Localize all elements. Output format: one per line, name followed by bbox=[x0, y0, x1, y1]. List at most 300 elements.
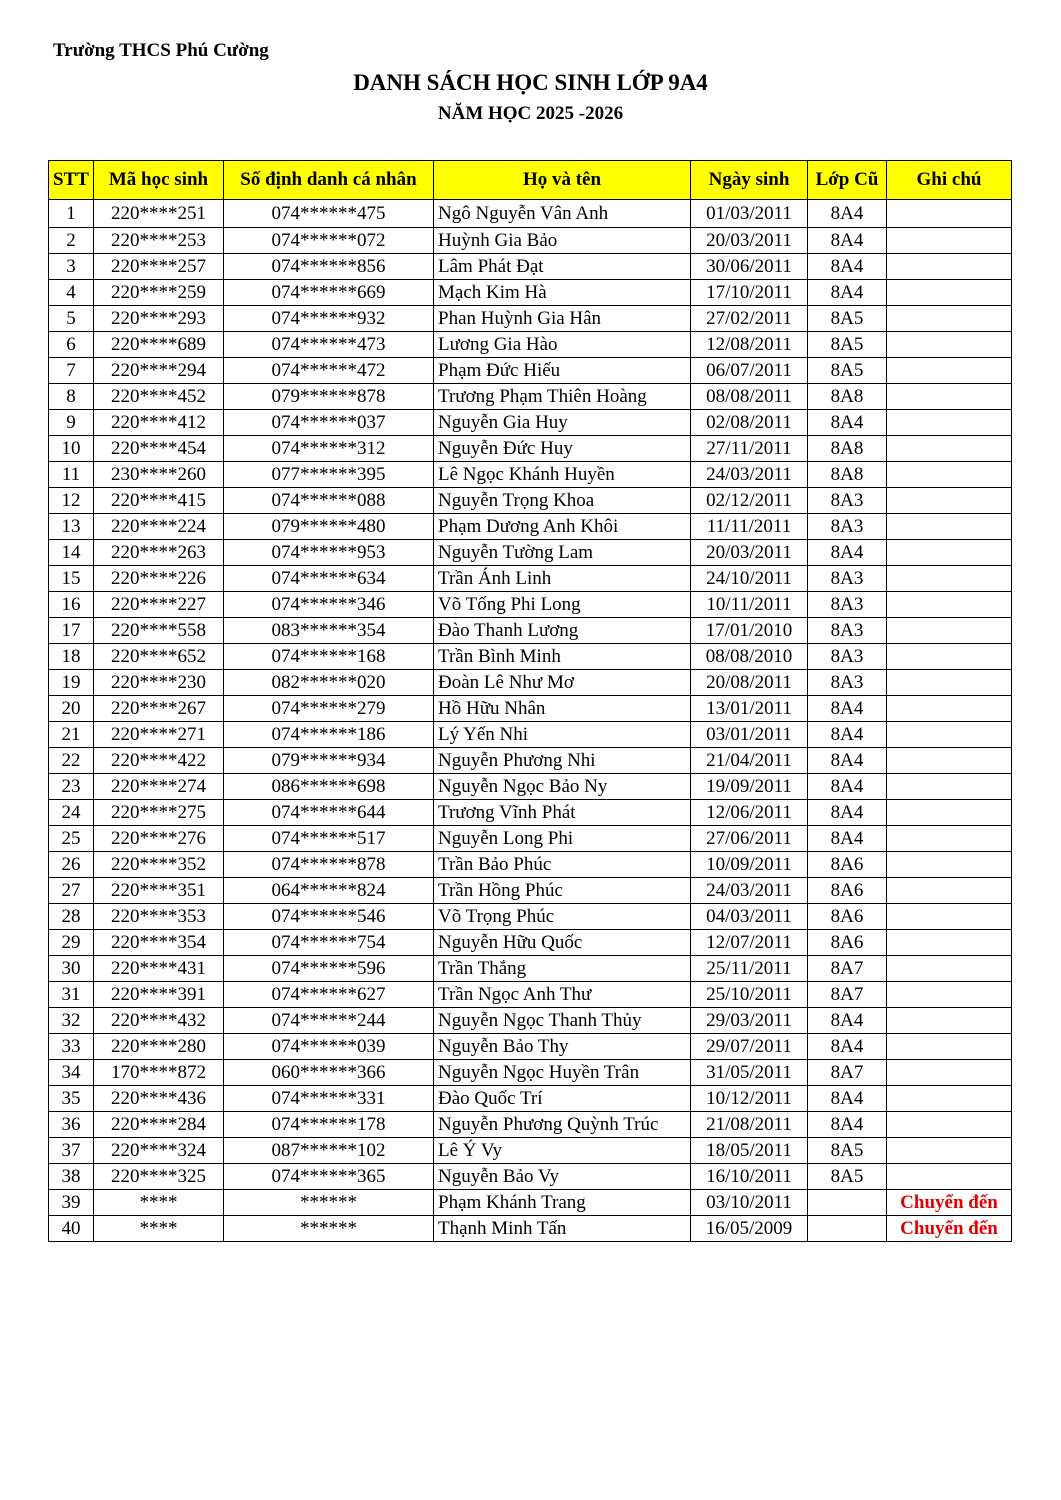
cell-note bbox=[887, 592, 1012, 618]
cell-note bbox=[887, 722, 1012, 748]
cell-stt: 5 bbox=[49, 306, 94, 332]
cell-personal-id: 074******178 bbox=[224, 1112, 434, 1138]
cell-old-class: 8A4 bbox=[808, 254, 887, 280]
cell-personal-id: 074******754 bbox=[224, 930, 434, 956]
cell-student-code: 220****267 bbox=[94, 696, 224, 722]
cell-full-name: Phạm Đức Hiếu bbox=[434, 358, 691, 384]
cell-personal-id: 074******472 bbox=[224, 358, 434, 384]
cell-full-name: Võ Trọng Phúc bbox=[434, 904, 691, 930]
cell-note bbox=[887, 982, 1012, 1008]
cell-stt: 9 bbox=[49, 410, 94, 436]
cell-full-name: Trần Ngọc Anh Thư bbox=[434, 982, 691, 1008]
cell-full-name: Lê Ngọc Khánh Huyền bbox=[434, 462, 691, 488]
cell-note bbox=[887, 254, 1012, 280]
cell-old-class: 8A7 bbox=[808, 956, 887, 982]
cell-old-class: 8A5 bbox=[808, 332, 887, 358]
cell-student-code: 220****452 bbox=[94, 384, 224, 410]
cell-note bbox=[887, 1112, 1012, 1138]
cell-personal-id: 074******346 bbox=[224, 592, 434, 618]
cell-birth-date: 20/03/2011 bbox=[691, 228, 808, 254]
cell-student-code: 220****422 bbox=[94, 748, 224, 774]
cell-student-code: 220****353 bbox=[94, 904, 224, 930]
cell-personal-id: 079******480 bbox=[224, 514, 434, 540]
cell-note bbox=[887, 436, 1012, 462]
table-row bbox=[49, 982, 1012, 1008]
cell-birth-date: 08/08/2011 bbox=[691, 384, 808, 410]
cell-birth-date: 29/07/2011 bbox=[691, 1034, 808, 1060]
cell-personal-id: 074******365 bbox=[224, 1164, 434, 1190]
cell-birth-date: 20/08/2011 bbox=[691, 670, 808, 696]
cell-full-name: Phạm Dương Anh Khôi bbox=[434, 514, 691, 540]
cell-birth-date: 10/11/2011 bbox=[691, 592, 808, 618]
cell-student-code: 220****354 bbox=[94, 930, 224, 956]
cell-birth-date: 13/01/2011 bbox=[691, 696, 808, 722]
cell-personal-id: 074******279 bbox=[224, 696, 434, 722]
cell-full-name: Nguyễn Hữu Quốc bbox=[434, 930, 691, 956]
cell-student-code: 220****280 bbox=[94, 1034, 224, 1060]
cell-stt: 38 bbox=[49, 1164, 94, 1190]
cell-stt: 19 bbox=[49, 670, 94, 696]
cell-birth-date: 29/03/2011 bbox=[691, 1008, 808, 1034]
cell-stt: 15 bbox=[49, 566, 94, 592]
table-row bbox=[49, 644, 1012, 670]
cell-birth-date: 17/10/2011 bbox=[691, 280, 808, 306]
table-row bbox=[49, 826, 1012, 852]
cell-personal-id: 082******020 bbox=[224, 670, 434, 696]
cell-note bbox=[887, 1060, 1012, 1086]
cell-old-class: 8A3 bbox=[808, 670, 887, 696]
cell-personal-id: 074******168 bbox=[224, 644, 434, 670]
cell-birth-date: 01/03/2011 bbox=[691, 200, 808, 228]
cell-birth-date: 21/08/2011 bbox=[691, 1112, 808, 1138]
cell-student-code: 220****689 bbox=[94, 332, 224, 358]
cell-stt: 32 bbox=[49, 1008, 94, 1034]
cell-birth-date: 12/07/2011 bbox=[691, 930, 808, 956]
cell-stt: 35 bbox=[49, 1086, 94, 1112]
cell-birth-date: 17/01/2010 bbox=[691, 618, 808, 644]
cell-student-code: 220****253 bbox=[94, 228, 224, 254]
cell-personal-id: 083******354 bbox=[224, 618, 434, 644]
cell-stt: 40 bbox=[49, 1216, 94, 1242]
cell-note bbox=[887, 228, 1012, 254]
cell-personal-id: 074******634 bbox=[224, 566, 434, 592]
cell-birth-date: 16/10/2011 bbox=[691, 1164, 808, 1190]
cell-student-code: 220****275 bbox=[94, 800, 224, 826]
cell-student-code: 220****294 bbox=[94, 358, 224, 384]
cell-full-name: Lâm Phát Đạt bbox=[434, 254, 691, 280]
cell-note bbox=[887, 696, 1012, 722]
cell-student-code: 220****284 bbox=[94, 1112, 224, 1138]
cell-personal-id: 074******072 bbox=[224, 228, 434, 254]
cell-student-code: 220****276 bbox=[94, 826, 224, 852]
cell-stt: 7 bbox=[49, 358, 94, 384]
cell-personal-id: 074******669 bbox=[224, 280, 434, 306]
cell-note bbox=[887, 852, 1012, 878]
cell-note bbox=[887, 904, 1012, 930]
cell-old-class: 8A4 bbox=[808, 228, 887, 254]
cell-old-class: 8A4 bbox=[808, 800, 887, 826]
cell-personal-id: 074******037 bbox=[224, 410, 434, 436]
cell-old-class: 8A4 bbox=[808, 200, 887, 228]
cell-personal-id: 074******932 bbox=[224, 306, 434, 332]
cell-full-name: Trần Bình Minh bbox=[434, 644, 691, 670]
cell-birth-date: 02/12/2011 bbox=[691, 488, 808, 514]
cell-personal-id: 086******698 bbox=[224, 774, 434, 800]
cell-note bbox=[887, 410, 1012, 436]
table-row bbox=[49, 904, 1012, 930]
cell-student-code: 170****872 bbox=[94, 1060, 224, 1086]
cell-birth-date: 27/11/2011 bbox=[691, 436, 808, 462]
table-header-row bbox=[49, 161, 1012, 200]
cell-old-class: 8A4 bbox=[808, 540, 887, 566]
table-row bbox=[49, 1216, 1012, 1242]
cell-student-code: 220****352 bbox=[94, 852, 224, 878]
cell-stt: 2 bbox=[49, 228, 94, 254]
cell-student-code: 220****558 bbox=[94, 618, 224, 644]
cell-birth-date: 16/05/2009 bbox=[691, 1216, 808, 1242]
cell-personal-id: 064******824 bbox=[224, 878, 434, 904]
cell-note bbox=[887, 1086, 1012, 1112]
table-row bbox=[49, 1164, 1012, 1190]
cell-full-name: Thạnh Minh Tấn bbox=[434, 1216, 691, 1242]
cell-stt: 34 bbox=[49, 1060, 94, 1086]
table-row bbox=[49, 748, 1012, 774]
table-row bbox=[49, 1138, 1012, 1164]
cell-note: Chuyển đến bbox=[887, 1190, 1012, 1216]
table-row bbox=[49, 1034, 1012, 1060]
column-header-old-class: Lớp Cũ bbox=[808, 161, 887, 200]
cell-stt: 16 bbox=[49, 592, 94, 618]
cell-stt: 17 bbox=[49, 618, 94, 644]
column-header-full-name: Họ và tên bbox=[434, 161, 691, 200]
cell-personal-id: 074******953 bbox=[224, 540, 434, 566]
cell-birth-date: 31/05/2011 bbox=[691, 1060, 808, 1086]
cell-personal-id: 074******596 bbox=[224, 956, 434, 982]
cell-note bbox=[887, 358, 1012, 384]
cell-birth-date: 03/10/2011 bbox=[691, 1190, 808, 1216]
cell-old-class bbox=[808, 1190, 887, 1216]
cell-stt: 22 bbox=[49, 748, 94, 774]
cell-stt: 3 bbox=[49, 254, 94, 280]
cell-old-class: 8A4 bbox=[808, 410, 887, 436]
table-row bbox=[49, 384, 1012, 410]
cell-personal-id: 074******517 bbox=[224, 826, 434, 852]
cell-full-name: Nguyễn Bảo Thy bbox=[434, 1034, 691, 1060]
table-row bbox=[49, 878, 1012, 904]
cell-old-class: 8A3 bbox=[808, 488, 887, 514]
cell-student-code: 220****230 bbox=[94, 670, 224, 696]
cell-full-name: Nguyễn Gia Huy bbox=[434, 410, 691, 436]
cell-note: Chuyển đến bbox=[887, 1216, 1012, 1242]
table-row bbox=[49, 254, 1012, 280]
cell-full-name: Nguyễn Long Phi bbox=[434, 826, 691, 852]
cell-student-code: 220****227 bbox=[94, 592, 224, 618]
column-header-stt: STT bbox=[49, 161, 94, 200]
cell-birth-date: 10/12/2011 bbox=[691, 1086, 808, 1112]
cell-note bbox=[887, 462, 1012, 488]
cell-student-code: 220****226 bbox=[94, 566, 224, 592]
cell-note bbox=[887, 670, 1012, 696]
cell-personal-id: 074******039 bbox=[224, 1034, 434, 1060]
cell-birth-date: 19/09/2011 bbox=[691, 774, 808, 800]
cell-old-class: 8A4 bbox=[808, 1008, 887, 1034]
cell-stt: 37 bbox=[49, 1138, 94, 1164]
cell-personal-id: 074******473 bbox=[224, 332, 434, 358]
table-row bbox=[49, 462, 1012, 488]
table-row bbox=[49, 228, 1012, 254]
cell-birth-date: 30/06/2011 bbox=[691, 254, 808, 280]
cell-student-code: 220****324 bbox=[94, 1138, 224, 1164]
cell-full-name: Nguyễn Bảo Vy bbox=[434, 1164, 691, 1190]
cell-birth-date: 27/06/2011 bbox=[691, 826, 808, 852]
cell-student-code: 220****263 bbox=[94, 540, 224, 566]
cell-note bbox=[887, 774, 1012, 800]
cell-stt: 18 bbox=[49, 644, 94, 670]
cell-stt: 31 bbox=[49, 982, 94, 1008]
cell-student-code: 220****391 bbox=[94, 982, 224, 1008]
cell-old-class: 8A4 bbox=[808, 826, 887, 852]
cell-stt: 25 bbox=[49, 826, 94, 852]
cell-full-name: Võ Tống Phi Long bbox=[434, 592, 691, 618]
cell-note bbox=[887, 200, 1012, 228]
cell-stt: 30 bbox=[49, 956, 94, 982]
cell-birth-date: 03/01/2011 bbox=[691, 722, 808, 748]
cell-old-class: 8A5 bbox=[808, 358, 887, 384]
table-row bbox=[49, 930, 1012, 956]
cell-student-code: 230****260 bbox=[94, 462, 224, 488]
table-row bbox=[49, 514, 1012, 540]
table-row bbox=[49, 332, 1012, 358]
cell-personal-id: 074******644 bbox=[224, 800, 434, 826]
cell-student-code: 220****415 bbox=[94, 488, 224, 514]
cell-note bbox=[887, 384, 1012, 410]
cell-full-name: Nguyễn Đức Huy bbox=[434, 436, 691, 462]
cell-note bbox=[887, 514, 1012, 540]
cell-old-class: 8A3 bbox=[808, 592, 887, 618]
table-row bbox=[49, 410, 1012, 436]
table-row bbox=[49, 852, 1012, 878]
cell-student-code: 220****257 bbox=[94, 254, 224, 280]
cell-student-code: 220****224 bbox=[94, 514, 224, 540]
cell-stt: 33 bbox=[49, 1034, 94, 1060]
cell-student-code: 220****259 bbox=[94, 280, 224, 306]
cell-stt: 10 bbox=[49, 436, 94, 462]
cell-birth-date: 08/08/2010 bbox=[691, 644, 808, 670]
cell-note bbox=[887, 644, 1012, 670]
cell-birth-date: 02/08/2011 bbox=[691, 410, 808, 436]
cell-personal-id: 060******366 bbox=[224, 1060, 434, 1086]
cell-full-name: Nguyễn Phương Nhi bbox=[434, 748, 691, 774]
cell-full-name: Lý Yến Nhi bbox=[434, 722, 691, 748]
table-row bbox=[49, 956, 1012, 982]
cell-student-code: 220****271 bbox=[94, 722, 224, 748]
table-row bbox=[49, 592, 1012, 618]
cell-old-class: 8A5 bbox=[808, 306, 887, 332]
cell-student-code: 220****431 bbox=[94, 956, 224, 982]
cell-old-class: 8A3 bbox=[808, 566, 887, 592]
cell-birth-date: 24/03/2011 bbox=[691, 878, 808, 904]
cell-stt: 24 bbox=[49, 800, 94, 826]
cell-personal-id: 074******186 bbox=[224, 722, 434, 748]
cell-full-name: Trần Bảo Phúc bbox=[434, 852, 691, 878]
cell-personal-id: 077******395 bbox=[224, 462, 434, 488]
cell-personal-id: ****** bbox=[224, 1190, 434, 1216]
cell-personal-id: 087******102 bbox=[224, 1138, 434, 1164]
table-row bbox=[49, 1060, 1012, 1086]
table-row bbox=[49, 306, 1012, 332]
cell-note bbox=[887, 306, 1012, 332]
cell-stt: 4 bbox=[49, 280, 94, 306]
cell-full-name: Phạm Khánh Trang bbox=[434, 1190, 691, 1216]
table-row bbox=[49, 618, 1012, 644]
cell-student-code: 220****432 bbox=[94, 1008, 224, 1034]
cell-full-name: Nguyễn Ngọc Thanh Thủy bbox=[434, 1008, 691, 1034]
cell-stt: 12 bbox=[49, 488, 94, 514]
cell-old-class: 8A4 bbox=[808, 1112, 887, 1138]
cell-stt: 29 bbox=[49, 930, 94, 956]
cell-note bbox=[887, 488, 1012, 514]
cell-note bbox=[887, 800, 1012, 826]
cell-full-name: Nguyễn Trọng Khoa bbox=[434, 488, 691, 514]
table-row bbox=[49, 540, 1012, 566]
cell-personal-id: 074******088 bbox=[224, 488, 434, 514]
cell-note bbox=[887, 878, 1012, 904]
table-body bbox=[49, 200, 1012, 1242]
cell-personal-id: 074******546 bbox=[224, 904, 434, 930]
cell-personal-id: 079******878 bbox=[224, 384, 434, 410]
cell-birth-date: 25/11/2011 bbox=[691, 956, 808, 982]
cell-full-name: Ngô Nguyễn Vân Anh bbox=[434, 200, 691, 228]
cell-old-class: 8A8 bbox=[808, 462, 887, 488]
school-name: Trường THCS Phú Cường bbox=[53, 40, 269, 61]
cell-student-code: 220****351 bbox=[94, 878, 224, 904]
cell-old-class: 8A6 bbox=[808, 904, 887, 930]
cell-personal-id: 074******244 bbox=[224, 1008, 434, 1034]
cell-old-class: 8A5 bbox=[808, 1138, 887, 1164]
cell-old-class: 8A4 bbox=[808, 696, 887, 722]
cell-student-code: 220****293 bbox=[94, 306, 224, 332]
cell-stt: 6 bbox=[49, 332, 94, 358]
cell-full-name: Trần Hồng Phúc bbox=[434, 878, 691, 904]
cell-stt: 13 bbox=[49, 514, 94, 540]
cell-birth-date: 25/10/2011 bbox=[691, 982, 808, 1008]
table-row bbox=[49, 670, 1012, 696]
cell-full-name: Phan Huỳnh Gia Hân bbox=[434, 306, 691, 332]
cell-full-name: Đào Thanh Lương bbox=[434, 618, 691, 644]
cell-birth-date: 24/10/2011 bbox=[691, 566, 808, 592]
student-table bbox=[48, 160, 1012, 1242]
cell-birth-date: 10/09/2011 bbox=[691, 852, 808, 878]
cell-note bbox=[887, 956, 1012, 982]
cell-stt: 14 bbox=[49, 540, 94, 566]
cell-stt: 36 bbox=[49, 1112, 94, 1138]
cell-personal-id: 074******331 bbox=[224, 1086, 434, 1112]
cell-note bbox=[887, 332, 1012, 358]
cell-personal-id: 074******878 bbox=[224, 852, 434, 878]
table-row bbox=[49, 1008, 1012, 1034]
cell-old-class: 8A5 bbox=[808, 1164, 887, 1190]
cell-birth-date: 27/02/2011 bbox=[691, 306, 808, 332]
cell-birth-date: 12/08/2011 bbox=[691, 332, 808, 358]
cell-old-class: 8A7 bbox=[808, 1060, 887, 1086]
cell-old-class: 8A8 bbox=[808, 384, 887, 410]
cell-full-name: Nguyễn Phương Quỳnh Trúc bbox=[434, 1112, 691, 1138]
cell-personal-id: ****** bbox=[224, 1216, 434, 1242]
cell-old-class bbox=[808, 1216, 887, 1242]
column-header-personal-id: Số định danh cá nhân bbox=[224, 161, 434, 200]
cell-student-code: 220****454 bbox=[94, 436, 224, 462]
cell-full-name: Trần Ánh Linh bbox=[434, 566, 691, 592]
cell-birth-date: 20/03/2011 bbox=[691, 540, 808, 566]
cell-birth-date: 11/11/2011 bbox=[691, 514, 808, 540]
cell-full-name: Nguyễn Tường Lam bbox=[434, 540, 691, 566]
column-header-birth-date: Ngày sinh bbox=[691, 161, 808, 200]
cell-note bbox=[887, 1034, 1012, 1060]
cell-full-name: Đoàn Lê Như Mơ bbox=[434, 670, 691, 696]
table-row bbox=[49, 800, 1012, 826]
cell-old-class: 8A4 bbox=[808, 722, 887, 748]
cell-old-class: 8A4 bbox=[808, 1086, 887, 1112]
cell-stt: 28 bbox=[49, 904, 94, 930]
cell-note bbox=[887, 618, 1012, 644]
cell-student-code: 220****274 bbox=[94, 774, 224, 800]
cell-full-name: Trương Phạm Thiên Hoàng bbox=[434, 384, 691, 410]
table-row bbox=[49, 200, 1012, 228]
table-row bbox=[49, 1112, 1012, 1138]
school-year: NĂM HỌC 2025 -2026 bbox=[437, 103, 624, 124]
cell-birth-date: 06/07/2011 bbox=[691, 358, 808, 384]
cell-stt: 39 bbox=[49, 1190, 94, 1216]
cell-full-name: Trần Thắng bbox=[434, 956, 691, 982]
cell-old-class: 8A4 bbox=[808, 774, 887, 800]
cell-note bbox=[887, 280, 1012, 306]
cell-full-name: Nguyễn Ngọc Bảo Ny bbox=[434, 774, 691, 800]
cell-old-class: 8A6 bbox=[808, 930, 887, 956]
cell-old-class: 8A3 bbox=[808, 514, 887, 540]
cell-birth-date: 12/06/2011 bbox=[691, 800, 808, 826]
cell-old-class: 8A8 bbox=[808, 436, 887, 462]
cell-note bbox=[887, 540, 1012, 566]
cell-full-name: Mạch Kim Hà bbox=[434, 280, 691, 306]
table-row bbox=[49, 566, 1012, 592]
cell-birth-date: 18/05/2011 bbox=[691, 1138, 808, 1164]
cell-student-code: 220****325 bbox=[94, 1164, 224, 1190]
table-row bbox=[49, 280, 1012, 306]
table-row bbox=[49, 1086, 1012, 1112]
cell-student-code: **** bbox=[94, 1216, 224, 1242]
cell-note bbox=[887, 826, 1012, 852]
cell-stt: 1 bbox=[49, 200, 94, 228]
cell-personal-id: 074******856 bbox=[224, 254, 434, 280]
table-row bbox=[49, 722, 1012, 748]
cell-full-name: Trương Vĩnh Phát bbox=[434, 800, 691, 826]
table-row bbox=[49, 436, 1012, 462]
cell-student-code: 220****251 bbox=[94, 200, 224, 228]
cell-student-code: 220****412 bbox=[94, 410, 224, 436]
cell-note bbox=[887, 748, 1012, 774]
cell-note bbox=[887, 566, 1012, 592]
cell-full-name: Hồ Hữu Nhân bbox=[434, 696, 691, 722]
cell-stt: 20 bbox=[49, 696, 94, 722]
cell-full-name: Lê Ý Vy bbox=[434, 1138, 691, 1164]
cell-old-class: 8A7 bbox=[808, 982, 887, 1008]
cell-note bbox=[887, 1138, 1012, 1164]
column-header-student-code: Mã học sinh bbox=[94, 161, 224, 200]
cell-birth-date: 04/03/2011 bbox=[691, 904, 808, 930]
cell-old-class: 8A4 bbox=[808, 1034, 887, 1060]
cell-student-code: 220****436 bbox=[94, 1086, 224, 1112]
cell-full-name: Nguyễn Ngọc Huyền Trân bbox=[434, 1060, 691, 1086]
